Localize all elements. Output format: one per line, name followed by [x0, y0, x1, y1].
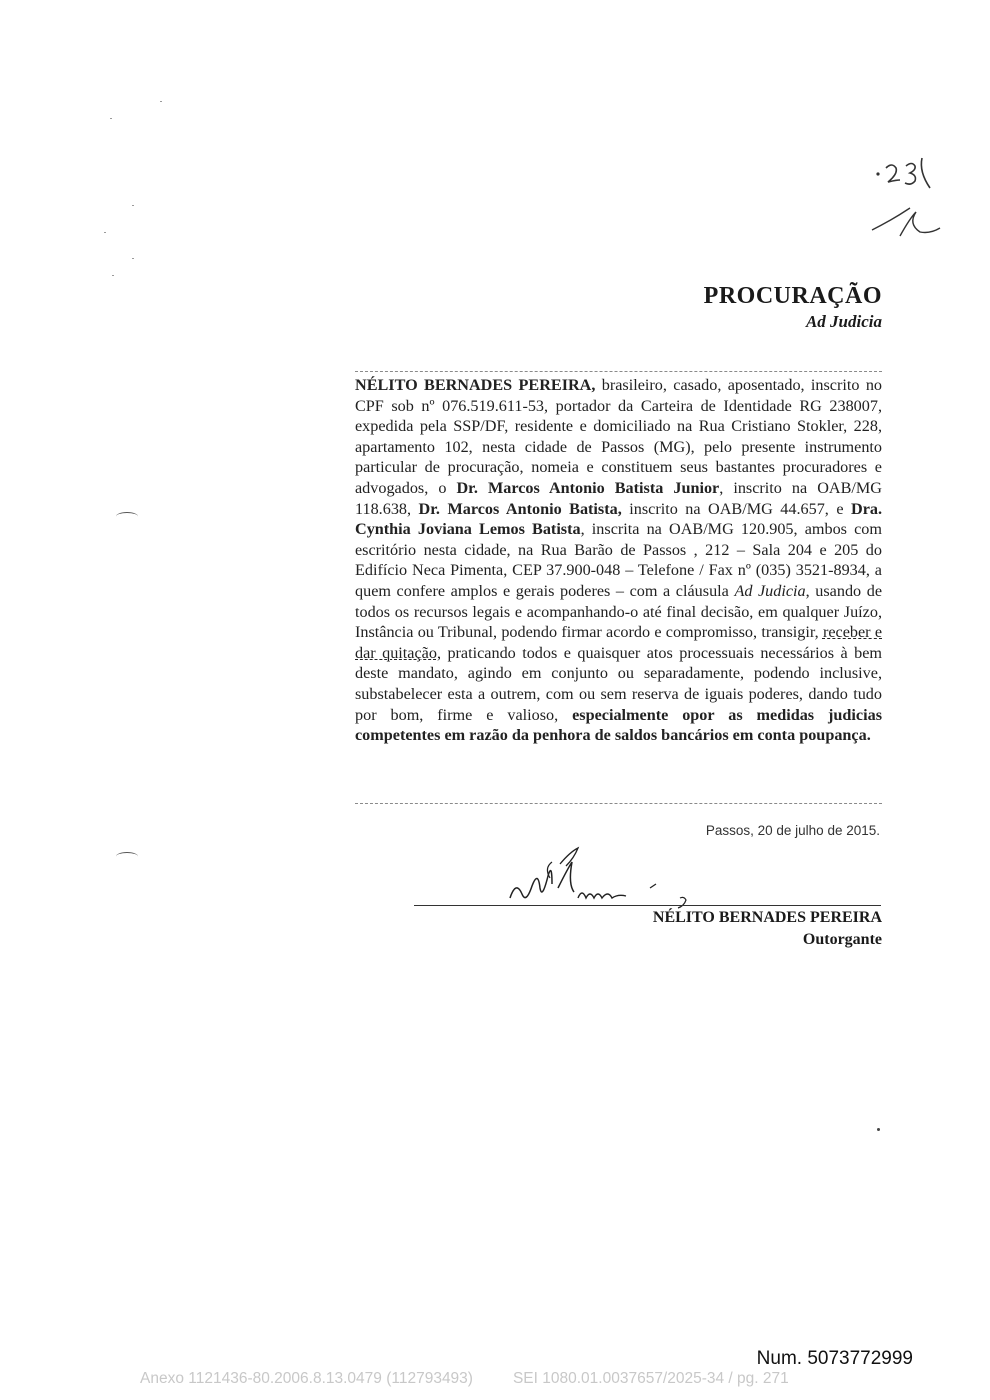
body-segment-5: , usando de todos os recursos legais e acompanhando-o até final decisão, em qualquer Juízo, Instância ou Tribunal, podendo firmar acordo e compromisso, transigir,	[355, 581, 883, 642]
power-of-attorney-body	[355, 375, 882, 746]
document-date: Passos, 20 de julho de 2015.	[705, 823, 880, 838]
document-number: Num. 5073772999	[756, 1348, 913, 1369]
signature-line	[414, 905, 881, 906]
footer-watermark	[140, 1370, 870, 1388]
document-subtitle: Ad Judicia	[805, 312, 882, 331]
clause-name: Ad Judicia	[734, 581, 806, 600]
signer-name: NÉLITO BERNADES PEREIRA	[652, 909, 882, 926]
top-rule	[355, 371, 882, 372]
signer-role: Outorgante	[802, 931, 882, 948]
handwritten-signature	[500, 838, 700, 913]
body-segment-2: , inscrito na OAB/MG 118.638,	[355, 478, 883, 518]
body-segment-3: inscrito na OAB/MG 44.657, e	[621, 499, 851, 518]
folio-stamp	[862, 150, 952, 240]
special-powers: especialmente opor as medidas judicias competentes em razão da penhora de saldos bancários em conta poupança.	[355, 705, 883, 745]
underlined-phrase: receber e dar quitação	[355, 623, 882, 662]
body-segment-1: brasileiro, casado, aposentado, inscrito no CPF sob nº 076.519.611-53, portador da Carteira de Identidade RG 238007, expedida pela SSP/DF, residente e domiciliado na Rua Cristiano Stokler, 228, apartamento 102, nesta cidade de Passos (MG), pelo presente instrumento particular de procuração, nomeia e constituem seus bastantes procuradores e advogados, o	[355, 376, 883, 497]
punch-mark-bottom	[116, 852, 138, 861]
punch-mark-top	[116, 512, 138, 521]
grantor-name: NÉLITO BERNADES PEREIRA,	[355, 376, 596, 394]
body-segment-6: , praticando todos e quaisquer atos processuais necessários à bem deste mandato, agindo em conjunto ou separadamente, podendo inclusive, substabelecer esta a outrem, com ou sem reserva de iguais poderes, dando tudo por bom, firme e valioso,	[355, 643, 882, 724]
annex-reference: Anexo 1121436-80.2006.8.13.0479 (112793493)	[140, 1370, 473, 1387]
sei-reference: SEI 1080.01.0037657/2025-34 / pg. 271	[512, 1370, 789, 1387]
body-segment-4: , inscrita na OAB/MG 120.905, ambos com escritório nesta cidade, na Rua Barão de Passos , 212 – Sala 204 e 205 do Edifício Neca Pimenta, CEP 37.900-048 – Telefone / Fax nº (035) 3521-8934, a quem confere amplos e gerais poderes – com a cláusula	[355, 520, 882, 600]
lawyer-2: Dr. Marcos Antonio Batista,	[418, 499, 622, 518]
lawyer-1: Dr. Marcos Antonio Batista Junior	[456, 478, 720, 497]
bottom-rule	[355, 803, 882, 804]
document-title: PROCURAÇÃO	[703, 283, 882, 309]
lawyer-3: Dra. Cynthia Joviana Lemos Batista	[355, 499, 883, 539]
